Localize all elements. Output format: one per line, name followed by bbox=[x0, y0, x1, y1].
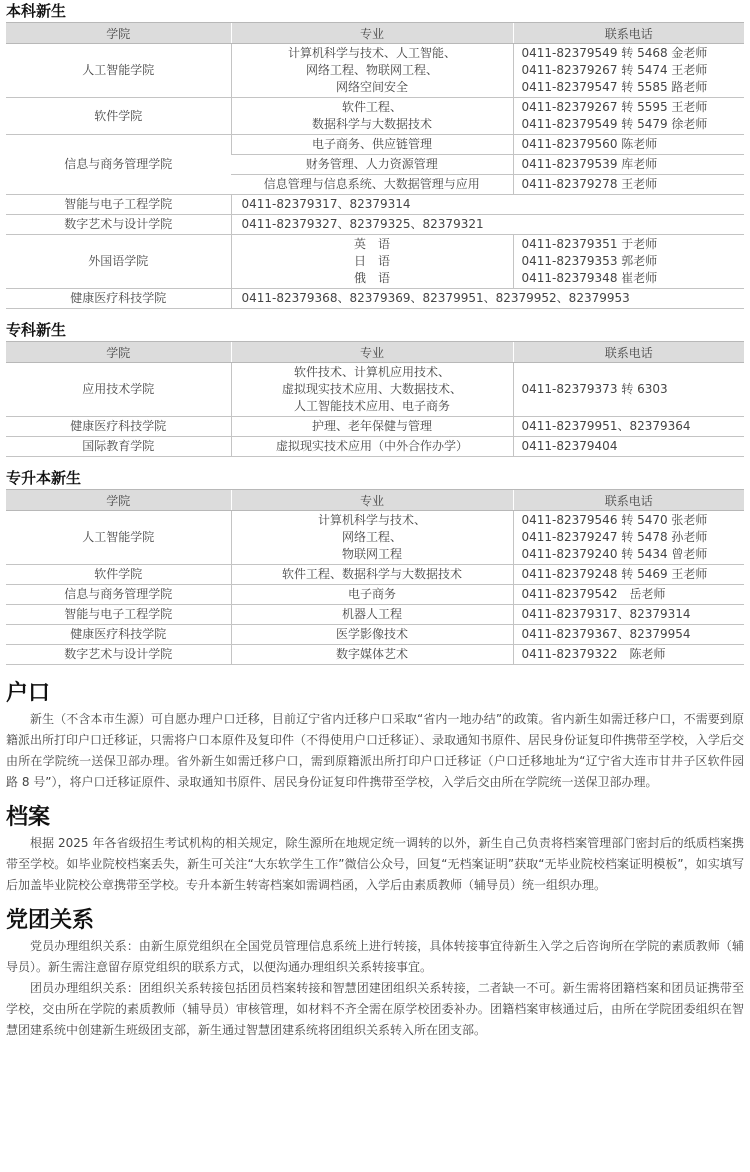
table-row bbox=[6, 98, 744, 135]
major-line: 英 语 bbox=[353, 237, 390, 251]
table-row bbox=[6, 645, 744, 665]
table-row bbox=[6, 417, 744, 437]
phone-cell: 0411-82379317、82379314 bbox=[231, 195, 744, 215]
college-cell: 外国语学院 bbox=[6, 235, 231, 289]
college-cell: 应用技术学院 bbox=[6, 363, 231, 417]
phone-cell: 0411-82379560 陈老师 bbox=[513, 135, 744, 155]
major-cell: 电子商务、供应链管理 bbox=[231, 135, 513, 155]
phone-line: 0411-82379353 郭老师 bbox=[521, 254, 658, 268]
header-major: 专业 bbox=[231, 23, 513, 44]
party-heading: 党团关系 bbox=[6, 908, 95, 933]
major-cell: 软件工程、数据科学与大数据技术 bbox=[231, 565, 513, 585]
table-row bbox=[6, 235, 744, 289]
college-cell: 信息与商务管理学院 bbox=[6, 585, 231, 605]
college-cell: 国际教育学院 bbox=[6, 437, 231, 457]
table-row bbox=[6, 363, 744, 417]
major-cell: 医学影像技术 bbox=[231, 625, 513, 645]
college-cell: 健康医疗科技学院 bbox=[6, 289, 231, 309]
phone-cell bbox=[513, 235, 744, 289]
phone-line: 0411-82379348 崔老师 bbox=[521, 271, 658, 285]
major-line: 计算机科学与技术、 bbox=[317, 513, 426, 527]
archive-heading: 档案 bbox=[6, 805, 51, 830]
major-line: 虚拟现实技术应用、大数据技术、 bbox=[281, 382, 462, 396]
major-line: 网络工程、物联网工程、 bbox=[305, 63, 438, 77]
major-line: 软件技术、计算机应用技术、 bbox=[293, 365, 450, 379]
major-line: 物联网工程 bbox=[341, 547, 402, 561]
college-cell: 软件学院 bbox=[6, 565, 231, 585]
phone-line: 0411-82379546 转 5470 张老师 bbox=[521, 513, 708, 527]
major-cell bbox=[231, 235, 513, 289]
table-row bbox=[6, 605, 744, 625]
major-line: 网络工程、 bbox=[341, 530, 402, 544]
phone-line: 0411-82379267 转 5474 王老师 bbox=[521, 63, 708, 77]
major-line: 人工智能技术应用、电子商务 bbox=[293, 399, 450, 413]
major-line: 计算机科学与技术、人工智能、 bbox=[287, 46, 456, 60]
league-paragraph: 团员办理组织关系：团组织关系转接包括团员档案转接和智慧团建团组织关系转接，二者缺一不可。新生需将团籍档案和团员证携带至学校，交由所在学院的素质教师（辅导员）审核管理，如材料不齐全需在原学校团委补办。团籍档案审核通过后，由所在学院团委组织在智慧团建系统中创建新生班级团支部，新生通过智慧团建系统将团组织关系转入所在团支部。 bbox=[6, 981, 744, 1037]
junior-title: 专科新生 bbox=[6, 321, 67, 339]
phone-cell bbox=[513, 511, 744, 565]
header-college: 学院 bbox=[6, 23, 231, 44]
college-cell: 智能与电子工程学院 bbox=[6, 605, 231, 625]
phone-line: 0411-82379247 转 5478 孙老师 bbox=[521, 530, 708, 544]
major-cell: 信息管理与信息系统、大数据管理与应用 bbox=[231, 175, 513, 195]
upgrade-table bbox=[6, 489, 744, 665]
major-line: 数据科学与大数据技术 bbox=[311, 117, 432, 131]
college-cell: 数字艺术与设计学院 bbox=[6, 645, 231, 665]
phone-line: 0411-82379549 转 5468 金老师 bbox=[521, 46, 708, 60]
header-major: 专业 bbox=[231, 490, 513, 511]
phone-cell: 0411-82379539 库老师 bbox=[513, 155, 744, 175]
page bbox=[6, 0, 744, 1041]
table-row bbox=[6, 565, 744, 585]
major-cell bbox=[231, 363, 513, 417]
upgrade-title: 专升本新生 bbox=[6, 469, 82, 487]
major-cell: 护理、老年保健与管理 bbox=[231, 417, 513, 437]
hukou-heading: 户口 bbox=[6, 681, 51, 706]
phone-cell bbox=[513, 98, 744, 135]
junior-table bbox=[6, 341, 744, 457]
table-row bbox=[6, 135, 744, 155]
major-cell: 机器人工程 bbox=[231, 605, 513, 625]
table-row bbox=[6, 437, 744, 457]
header-college: 学院 bbox=[6, 342, 231, 363]
college-cell: 人工智能学院 bbox=[6, 511, 231, 565]
table-row bbox=[6, 585, 744, 605]
college-cell: 健康医疗科技学院 bbox=[6, 417, 231, 437]
college-cell: 智能与电子工程学院 bbox=[6, 195, 231, 215]
major-line: 软件工程、 bbox=[341, 100, 402, 114]
phone-line: 0411-82379351 于老师 bbox=[521, 237, 658, 251]
table-header-row bbox=[6, 23, 744, 44]
phone-line: 0411-82379549 转 5479 徐老师 bbox=[521, 117, 708, 131]
college-cell: 健康医疗科技学院 bbox=[6, 625, 231, 645]
major-cell bbox=[231, 98, 513, 135]
table-header-row bbox=[6, 342, 744, 363]
archive-paragraph: 根据 2025 年各省级招生考试机构的相关规定，除生源所在地规定统一调转的以外，新生自己负责将档案管理部门密封后的纸质档案携带至学校。如毕业院校档案丢失，新生可关注“大东软学生工作”微信公众号，回复“无档案证明”获取“无毕业院校档案证明模板”，如实填写后加盖毕业院校公章携带至学校。专升本新生转寄档案如需调档函，入学后由素质教师（辅导员）统一组织办理。 bbox=[6, 836, 744, 892]
phone-cell: 0411-82379373 转 6303 bbox=[513, 363, 744, 417]
major-line: 日 语 bbox=[353, 254, 390, 268]
header-phone: 联系电话 bbox=[513, 23, 744, 44]
phone-cell: 0411-82379322 陈老师 bbox=[513, 645, 744, 665]
table-row bbox=[6, 215, 744, 235]
phone-line: 0411-82379547 转 5585 路老师 bbox=[521, 80, 708, 94]
major-cell: 数字媒体艺术 bbox=[231, 645, 513, 665]
major-line: 俄 语 bbox=[353, 271, 390, 285]
header-major: 专业 bbox=[231, 342, 513, 363]
table-row bbox=[6, 44, 744, 98]
phone-cell: 0411-82379327、82379325、82379321 bbox=[231, 215, 744, 235]
header-phone: 联系电话 bbox=[513, 342, 744, 363]
phone-cell: 0411-82379248 转 5469 王老师 bbox=[513, 565, 744, 585]
phone-cell: 0411-82379317、82379314 bbox=[513, 605, 744, 625]
table-row bbox=[6, 625, 744, 645]
phone-cell bbox=[513, 44, 744, 98]
phone-line: 0411-82379240 转 5434 曾老师 bbox=[521, 547, 708, 561]
major-cell bbox=[231, 44, 513, 98]
major-line: 网络空间安全 bbox=[335, 80, 408, 94]
table-row bbox=[6, 511, 744, 565]
phone-cell: 0411-82379951、82379364 bbox=[513, 417, 744, 437]
header-phone: 联系电话 bbox=[513, 490, 744, 511]
hukou-paragraph: 新生（不含本市生源）可自愿办理户口迁移，目前辽宁省内迁移户口采取“省内一地办结”的政策。省内新生如需迁移户口，不需要到原籍派出所打印户口迁移证，只需将户口本原件及复印件（不得使用户口迁移证）、录取通知书原件、居民身份证复印件携带至学校，入学后交由所在学院统一送保卫部办理。省外新生如需迁移户口，需到原籍派出所打印户口迁移证（户口迁移地址为“辽宁省大连市甘井子区软件园路 8 号”），将户口迁移证原件、录取通知书原件、居民身份证复印件携带至学校，入学后交由所在学院统一送保卫部办理。 bbox=[6, 712, 745, 789]
phone-cell: 0411-82379404 bbox=[513, 437, 744, 457]
college-cell: 人工智能学院 bbox=[6, 44, 231, 98]
table-header-row bbox=[6, 490, 744, 511]
college-cell: 软件学院 bbox=[6, 98, 231, 135]
college-cell: 信息与商务管理学院 bbox=[6, 135, 231, 195]
table-row bbox=[6, 289, 744, 309]
phone-cell: 0411-82379368、82379369、82379951、82379952、82379953 bbox=[231, 289, 744, 309]
college-cell: 数字艺术与设计学院 bbox=[6, 215, 231, 235]
major-cell: 财务管理、人力资源管理 bbox=[231, 155, 513, 175]
major-cell bbox=[231, 511, 513, 565]
party-paragraph: 党员办理组织关系：由新生原党组织在全国党员管理信息系统上进行转接，具体转接事宜待新生入学之后咨询所在学院的素质教师（辅导员）。新生需注意留存原党组织的联系方式，以便沟通办理组织关系转接事宜。 bbox=[6, 939, 744, 974]
table-row bbox=[6, 195, 744, 215]
phone-cell: 0411-82379542 岳老师 bbox=[513, 585, 744, 605]
major-cell: 虚拟现实技术应用（中外合作办学） bbox=[231, 437, 513, 457]
undergrad-title: 本科新生 bbox=[6, 2, 67, 20]
undergrad-table bbox=[6, 22, 744, 309]
phone-cell: 0411-82379278 王老师 bbox=[513, 175, 744, 195]
phone-line: 0411-82379267 转 5595 王老师 bbox=[521, 100, 708, 114]
header-college: 学院 bbox=[6, 490, 231, 511]
phone-cell: 0411-82379367、82379954 bbox=[513, 625, 744, 645]
major-cell: 电子商务 bbox=[231, 585, 513, 605]
